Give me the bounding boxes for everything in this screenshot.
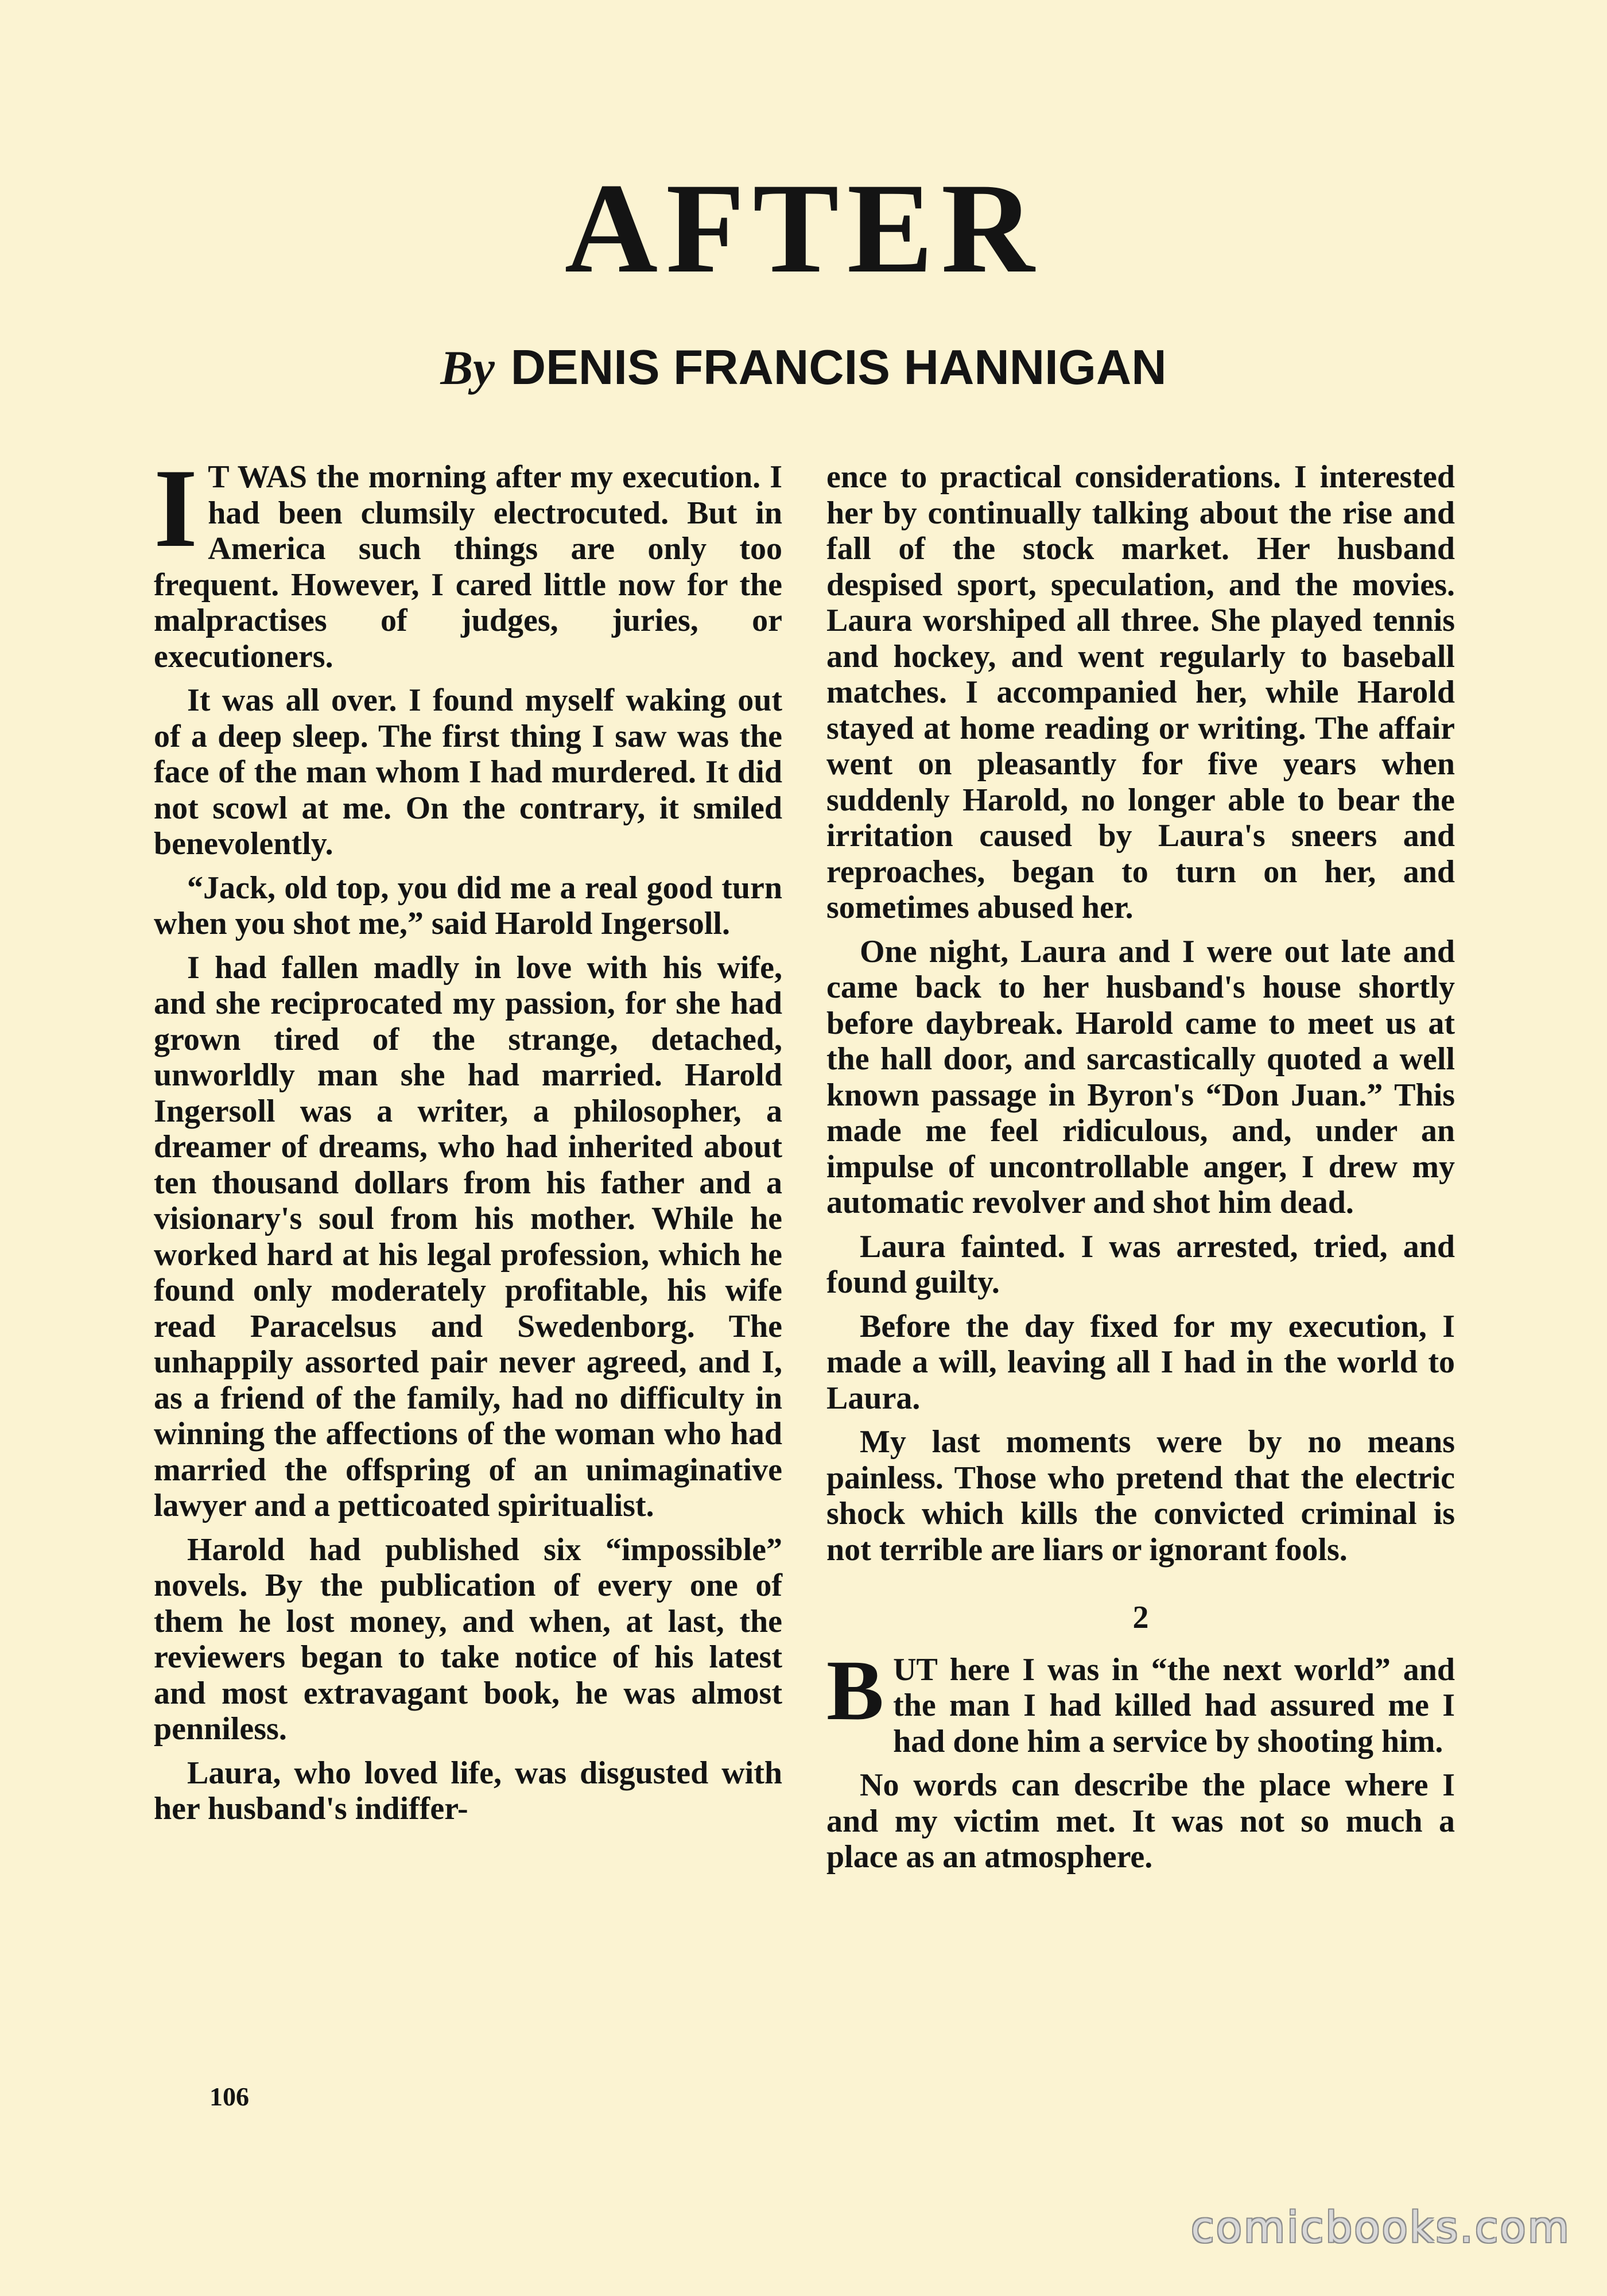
paragraph: Before the day fixed for my execution, I made a will, leaving all I had in the world to Laura. bbox=[826, 1308, 1455, 1416]
story-title: AFTER bbox=[564, 156, 1043, 300]
paragraph: “Jack, old top, you did me a real good turn when you shot me,” said Harold Ingersoll. bbox=[154, 870, 782, 941]
text-column-left bbox=[154, 446, 782, 1835]
paragraph: I had fallen madly in love with his wife, and she reciprocated my passion, for she had grown tired of the strange, detached, unworldly man she had married. Harold Ingersoll was a writer, a philosopher, a dreamer of dreams, who had inherited about ten thousand dollars from his father and a visionary's soul from his mother. While he worked hard at his legal profession, which he found only moderately profitable, his wife read Paracelsus and Swedenborg. The unhappily assorted pair never agreed, and I, as a friend of the family, had no difficulty in winning the affections of the woman who had married the offspring of an unimaginative lawyer and a petticoated spiritualist. bbox=[154, 949, 782, 1523]
paragraph: It was all over. I found myself waking out of a deep sleep. The first thing I saw was the face of the man whom I had murdered. It did not scowl at me. On the contrary, it smiled benevolently. bbox=[154, 682, 782, 862]
watermark: comicbooks.com bbox=[1191, 2203, 1571, 2252]
paragraph: Laura fainted. I was arrested, tried, and found guilty. bbox=[826, 1228, 1455, 1300]
paragraph: Harold had published six “impossible” novels. By the publication of every one of them he lost money, and when, at last, the reviewers began to take notice of his latest and most extravagant book, he was almost penniless. bbox=[154, 1531, 782, 1747]
paragraph: No words can describe the place where I and my victim met. It was not so much a place as an atmosphere. bbox=[826, 1767, 1455, 1875]
paragraph: Laura, who loved life, was disgusted with her husband's indiffer- bbox=[154, 1755, 782, 1826]
section-number: 2 bbox=[1132, 1600, 1149, 1635]
paragraph: ence to practical considerations. I interested her by continually talking about the rise and fall of the stock market. Her husband despised sport, speculation, and the movies. Laura worshiped all three. She played tennis and hockey, and went regularly to baseball matches. I accompanied her, while Harold stayed at home reading or writing. The affair went on pleasantly for five years when suddenly Harold, no longer able to bear the irritation caused by Laura's sneers and reproaches, began to turn on her, and sometimes abused her. bbox=[826, 459, 1455, 925]
byline-prefix: By bbox=[440, 341, 495, 395]
text-column-right bbox=[826, 459, 1455, 1883]
author-name: DENIS FRANCIS HANNIGAN bbox=[510, 340, 1167, 395]
paragraph: BUT here I was in “the next world” and the man I had killed had assured me I had done him a service by shooting him. bbox=[826, 1642, 1455, 1759]
drop-cap: B bbox=[826, 1642, 884, 1738]
page-number: 106 bbox=[209, 2082, 249, 2111]
byline bbox=[0, 340, 1607, 395]
paragraph: I T WAS the morning after my execution. I had been clumsily electrocuted. But in America such things are only too frequent. However, I cared little now for the malpractises of judges, juries, or executioners. bbox=[154, 446, 782, 674]
paragraph: My last moments were by no means painless. Those who pretend that the electric shock which kills the convicted criminal is not terrible are liars or ignorant fools. bbox=[826, 1424, 1455, 1568]
drop-cap: I bbox=[154, 446, 198, 571]
paragraph: One night, Laura and I were out late and came back to her husband's house shortly before daybreak. Harold came to meet us at the hall door, and sarcastically quoted a well known passage in Byron's “Don Juan.” This made me feel ridiculous, and, under an impulse of uncontrollable anger, I drew my automatic revolver and shot him dead. bbox=[826, 933, 1455, 1220]
